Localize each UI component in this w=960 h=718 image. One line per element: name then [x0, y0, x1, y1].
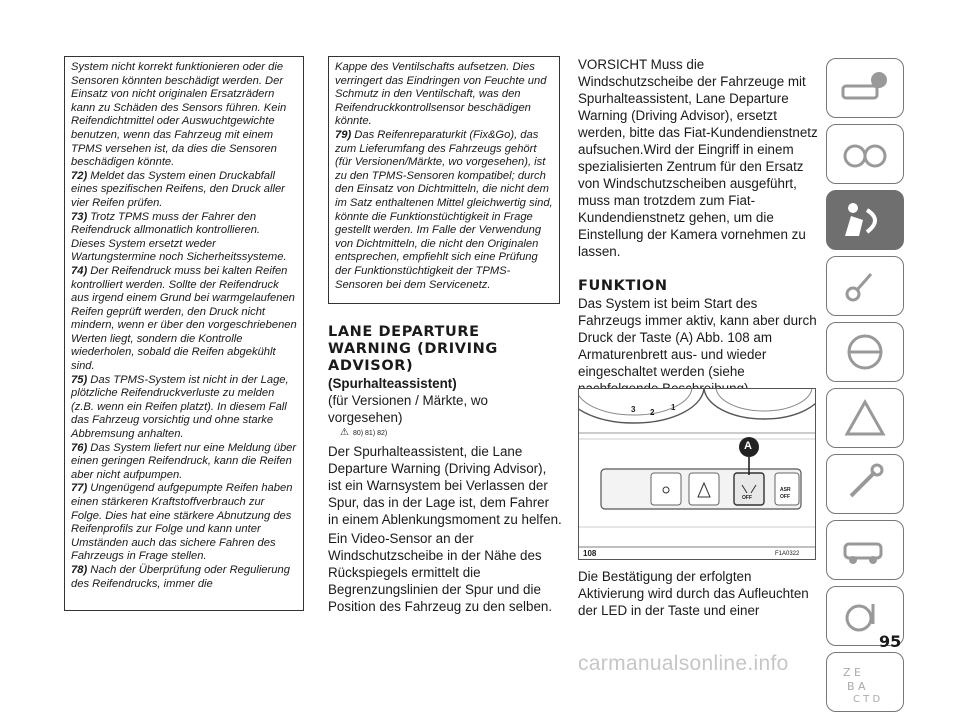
- car-info-icon: [837, 66, 893, 110]
- callout-a: A: [744, 440, 752, 452]
- tab-emergency[interactable]: [826, 388, 904, 448]
- tab-driving[interactable]: [826, 322, 904, 382]
- box2-intro-text: Kappe des Ventilschafts aufsetzen. Dies verringert das Eindringen von Feuchte und Schmutz in den Ventilschaft, was den Reifendruckkontrollsensor beschädigen könnte.: [335, 61, 547, 128]
- column-3: [578, 56, 820, 399]
- section-heading-funktion: FUNKTION: [578, 278, 668, 294]
- warning-item-text: Das TPMS-System ist nicht in der Lage, plötzliche Reifendruckverluste zu melden (z.B. wenn ein Reifen platzt). In diesem Fall das Fahrzeug vorsichtig und ohne starke Abbremsung anhalten.: [71, 373, 289, 441]
- tab-safety[interactable]: [826, 190, 904, 250]
- specs-car-icon: [837, 528, 893, 572]
- warning-box-col2: [328, 56, 560, 304]
- section-heading-lane-departure: LANE DEPARTURE WARNING (DRIVING ADVISOR): [328, 324, 498, 374]
- index-letters-icon: [837, 660, 893, 704]
- warning-triangle-icon: [837, 396, 893, 440]
- wrench-service-icon: [837, 462, 893, 506]
- dashboard-illustration: [579, 389, 816, 560]
- warning-item: [71, 442, 297, 483]
- funktion-paragraph: Das System ist beim Start des Fahrzeugs immer aktiv, kann aber durch Druck der Taste (A) Abb. 108 am Armaturenbrett aus- und wieder eingeschaltet werden (siehe: [578, 296, 817, 379]
- figure-code: F1A0322: [775, 551, 800, 557]
- gear-label-1: 1: [671, 403, 676, 412]
- box2-item: [335, 129, 553, 292]
- lane-paragraph-2: Ein Video-Sensor an der Windschutzscheibe in der Nähe des Rückspiegels ermittelt die Begrenzungslinien der Spur und die Position des Fahrzeug zu den selben.: [328, 531, 553, 614]
- column-3-bottom: [578, 568, 820, 621]
- tab-specs[interactable]: [826, 520, 904, 580]
- warning-items-list: [71, 170, 297, 591]
- warning-item-text: Nach der Überprüfung oder Regulierung des Reifendrucks, immer die: [71, 563, 290, 590]
- svg-text:B A: B A: [847, 680, 866, 693]
- box2-item-num: 79): [335, 128, 352, 141]
- steering-wheel-icon: [837, 330, 893, 374]
- warning-item-num: 77): [71, 482, 88, 495]
- warning-item-num: 73): [71, 210, 88, 223]
- asr-button-label: ASR: [780, 487, 791, 493]
- warning-item-num: 75): [71, 373, 88, 386]
- tab-service[interactable]: [826, 454, 904, 514]
- svg-text:Z E: Z E: [843, 666, 861, 679]
- lane-departure-section: [328, 324, 563, 615]
- seatbelt-airbag-icon: [837, 198, 893, 242]
- warning-item-text: Der Reifendruck muss bei kalten Reifen kontrolliert werden. Sollte der Reifendruck aus irgend einem Grund bei warmgelaufenen Reifen geprüft werden, den Druck nicht mindern, wenn er über den vorgeschriebenen Werten liegt, sondern die Kontrolle wiederholen, sobald die Reifen abgekühlt sind.: [71, 264, 297, 373]
- warning-triangle-icon: ⚠: [340, 427, 349, 438]
- warning-item: [71, 265, 297, 374]
- warning-item-text: Das System liefert nur eine Meldung über einen geringen Reifendruck, kann die Reifen aber nicht aufpumpen.: [71, 441, 297, 481]
- warning-item-num: 72): [71, 169, 88, 182]
- warning-item: [71, 374, 297, 442]
- page-number: 95: [879, 632, 902, 651]
- tab-car-info[interactable]: [826, 58, 904, 118]
- box2-item-text: Das Reifenreparaturkit (Fix&Go), das zum Lieferumfang des Fahrzeugs gehört (für Versionen/Märkte, wo vorgesehen), ist zu den TPMS-Sensoren kompatibel; durch den Einsatz von Dichtmitteln, die nicht dem im Satz enthaltenen Mittel gleichwertig sind, könnte die Funktionstüchtigkeit in Frage gestellt werden. Im Falle der Verwendung von Dichtmitteln, die nicht den Originalen entsprechen, empfiehlt sich eine Prüfung der Funktionstüchtigkeit der TPMS-Sensoren bei dem Servicenetz.: [335, 128, 553, 291]
- warning-references: [328, 428, 563, 439]
- warning-item: [71, 564, 297, 591]
- figure-number: 108: [583, 549, 597, 558]
- warning-item-num: 78): [71, 563, 88, 576]
- box-intro-text: System nicht korrekt funktionieren oder die Sensoren könnten beschädigt werden. Der Einsatz von nicht originalen Ersatzrädern kann zu Schäden des Sensors führen. Kein Reifendichtmittel oder Auswuchtgewichte benutzen, wenn das Fahrzeug mit einem TPMS versehen ist, da dies die Sensoren beschädigen könnte.: [71, 61, 287, 169]
- svg-text:C T D: C T D: [853, 694, 881, 704]
- versions-note: (für Versionen / Märkte, wo vorgesehen): [328, 393, 489, 425]
- warning-item-num: 76): [71, 441, 88, 454]
- tab-index[interactable]: [826, 652, 904, 712]
- warning-box-col1: [64, 56, 304, 611]
- section-subheading: (Spurhalteassistent): [328, 376, 457, 391]
- figure-108: [578, 388, 816, 560]
- warning-item: [71, 170, 297, 211]
- watermark: carmanualsonline.info: [578, 652, 789, 675]
- tab-starting[interactable]: [826, 256, 904, 316]
- dashboard-icon: [837, 132, 893, 176]
- tab-dashboard[interactable]: [826, 124, 904, 184]
- warning-item: [71, 211, 297, 265]
- warning-item-text: Ungenügend aufgepumpte Reifen haben einen stärkeren Kraftstoffverbrauch zur Folge. Dies hat eine stärkere Abnutzung des Reifenprofils zur Folge und kann unter Umständen auch das sichere Fahren des Fahrzeugs in Frage stellen.: [71, 482, 293, 563]
- gear-label-3: 3: [631, 405, 636, 414]
- asr-button-off-label: OFF: [780, 494, 790, 500]
- confirmation-paragraph: Die Bestätigung der erfolgten Aktivierung wird durch das Aufleuchten der LED in der Taste und einer: [578, 569, 809, 618]
- chapter-sidebar: [826, 58, 904, 718]
- warning-reference-numbers: 80) 81) 82): [352, 430, 388, 437]
- caution-paragraph: VORSICHT Muss die Windschutzscheibe der Fahrzeuge mit Spurhalteassistent, Lane Departure Warning (Driving Advisor), ersetzt werden, bitte das Fiat-Kundendienstnetz aufsuchen.Wird der Eingriff in einem spezialisierten Zentrum für den Ersatz von Windschutzscheiben ausgeführt, muss man trotzdem zum Fiat-Kundendienstnetz gehen, um die Einstellung der Kamera vornehmen zu lassen.: [578, 57, 818, 259]
- warning-item-num: 74): [71, 264, 88, 277]
- key-start-icon: [837, 264, 893, 308]
- lane-button-off-label: OFF: [742, 495, 752, 501]
- warning-item-text: Trotz TPMS muss der Fahrer den Reifendruck allmonatlich kontrollieren. Dieses System ersetzt weder Wartungstermine noch Sicherheitssysteme.: [71, 210, 287, 264]
- lane-paragraph-1: Der Spurhalteassistent, die Lane Departure Warning (Driving Advisor), ist ein Warnsystem bei Verlassen der Spur, das in der Lage ist, dem Fahrer in einem Ablenkungsmoment zu helfen.: [328, 444, 562, 527]
- warning-item-text: Meldet das System einen Druckabfall eines spezifischen Reifens, den Druck aller vier Reifen prüfen.: [71, 169, 285, 209]
- warning-item: [71, 482, 297, 564]
- column-2: [328, 56, 563, 617]
- gear-label-2: 2: [650, 408, 655, 417]
